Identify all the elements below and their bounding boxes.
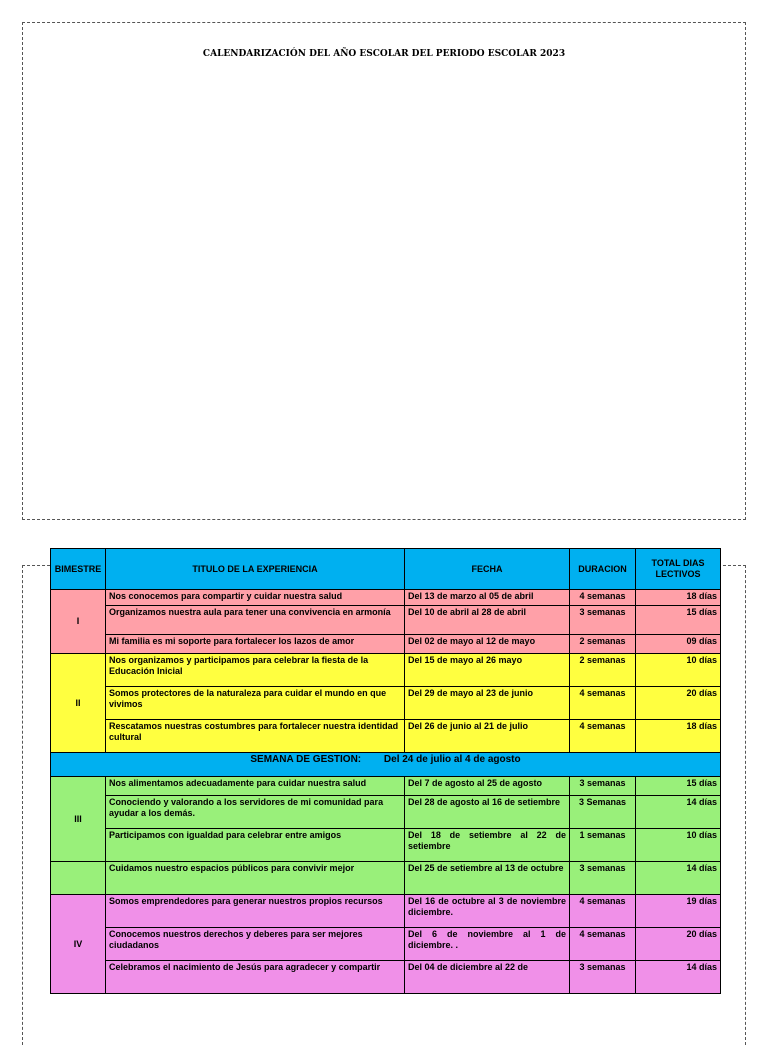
titulo-cell: Cuidamos nuestro espacios públicos para convivir mejor (106, 862, 405, 895)
fecha-cell: Del 25 de setiembre al 13 de octubre (405, 862, 570, 895)
dias-cell: 09 días (636, 635, 721, 654)
titulo-cell: Participamos con igualdad para celebrar entre amigos (106, 829, 405, 862)
gestion-dates: Del 24 de julio al 4 de agosto (383, 754, 521, 765)
gestion-row (51, 753, 721, 777)
fecha-cell: Del 29 de mayo al 23 de junio (405, 687, 570, 720)
table-row (51, 796, 721, 829)
header-duracion: DURACION (570, 549, 636, 590)
table-row (51, 635, 721, 654)
table-row (51, 590, 721, 606)
table-row (51, 687, 721, 720)
header-total-dias: TOTAL DIAS LECTIVOS (636, 549, 721, 590)
bimestre-cell-empty (51, 862, 106, 895)
header-fecha: FECHA (405, 549, 570, 590)
dias-cell: 10 días (636, 829, 721, 862)
dias-cell: 20 días (636, 687, 721, 720)
titulo-cell: Organizamos nuestra aula para tener una convivencia en armonía (106, 606, 405, 635)
table-row (51, 895, 721, 928)
duracion-cell: 3 semanas (570, 961, 636, 994)
dias-cell: 18 días (636, 590, 721, 606)
bimestre-cell: III (51, 777, 106, 862)
bimestre-cell: II (51, 654, 106, 753)
table-row (51, 928, 721, 961)
duracion-cell: 3 semanas (570, 862, 636, 895)
dias-cell: 18 días (636, 720, 721, 753)
dias-cell: 14 días (636, 961, 721, 994)
bimestre-cell: IV (51, 895, 106, 994)
table-row (51, 654, 721, 687)
titulo-cell: Nos conocemos para compartir y cuidar nuestra salud (106, 590, 405, 606)
titulo-cell: Nos alimentamos adecuadamente para cuidar nuestra salud (106, 777, 405, 796)
duracion-cell: 4 semanas (570, 895, 636, 928)
titulo-cell: Nos organizamos y participamos para celebrar la fiesta de la Educación Inicial (106, 654, 405, 687)
fecha-cell: Del 10 de abril al 28 de abril (405, 606, 570, 635)
table-row (51, 720, 721, 753)
titulo-cell: Mi familia es mi soporte para fortalecer los lazos de amor (106, 635, 405, 654)
dias-cell: 10 días (636, 654, 721, 687)
duracion-cell: 2 semanas (570, 635, 636, 654)
duracion-cell: 3 semanas (570, 777, 636, 796)
duracion-cell: 3 Semanas (570, 796, 636, 829)
titulo-cell: Celebramos el nacimiento de Jesús para agradecer y compartir (106, 961, 405, 994)
fecha-cell: Del 16 de octubre al 3 de noviembre diciembre. (405, 895, 570, 928)
dias-cell: 20 días (636, 928, 721, 961)
duracion-cell: 4 semanas (570, 590, 636, 606)
fecha-cell: Del 02 de mayo al 12 de mayo (405, 635, 570, 654)
bimestre-cell: I (51, 590, 106, 654)
table-row (51, 829, 721, 862)
table-row (51, 606, 721, 635)
titulo-cell: Conocemos nuestros derechos y deberes para ser mejores ciudadanos (106, 928, 405, 961)
fecha-cell: Del 26 de junio al 21 de julio (405, 720, 570, 753)
duracion-cell: 4 semanas (570, 720, 636, 753)
dias-cell: 15 días (636, 606, 721, 635)
dias-cell: 19 días (636, 895, 721, 928)
gestion-cell (51, 753, 721, 777)
fecha-cell: Del 13 de marzo al 05 de abril (405, 590, 570, 606)
duracion-cell: 3 semanas (570, 606, 636, 635)
fecha-cell: Del 7 de agosto al 25 de agosto (405, 777, 570, 796)
titulo-cell: Somos protectores de la naturaleza para cuidar el mundo en que vivimos (106, 687, 405, 720)
table-row (51, 777, 721, 796)
duracion-cell: 2 semanas (570, 654, 636, 687)
titulo-cell: Somos emprendedores para generar nuestros propios recursos (106, 895, 405, 928)
header-bimestre: BIMESTRE (51, 549, 106, 590)
fecha-cell: Del 04 de diciembre al 22 de (405, 961, 570, 994)
fecha-cell: Del 6 de noviembre al 1 de diciembre. . (405, 928, 570, 961)
fecha-cell: Del 15 de mayo al 26 mayo (405, 654, 570, 687)
duracion-cell: 4 semanas (570, 928, 636, 961)
page-title: CALENDARIZACIÓN DEL AÑO ESCOLAR DEL PERIODO ESCOLAR 2023 (202, 49, 566, 59)
titulo-cell: Rescatamos nuestras costumbres para fortalecer nuestra identidad cultural (106, 720, 405, 753)
dias-cell: 15 días (636, 777, 721, 796)
table-row (51, 961, 721, 994)
table-row (51, 862, 721, 895)
fecha-cell: Del 18 de setiembre al 22 de setiembre (405, 829, 570, 862)
page-frame (22, 22, 746, 520)
header-row (51, 549, 721, 590)
fecha-cell: Del 28 de agosto al 16 de setiembre (405, 796, 570, 829)
duracion-cell: 4 semanas (570, 687, 636, 720)
duracion-cell: 1 semanas (570, 829, 636, 862)
dias-cell: 14 días (636, 796, 721, 829)
titulo-cell: Conociendo y valorando a los servidores de mi comunidad para ayudar a los demás. (106, 796, 405, 829)
header-titulo: TITULO DE LA EXPERIENCIA (106, 549, 405, 590)
dias-cell: 14 días (636, 862, 721, 895)
calendar-table (50, 548, 721, 994)
gestion-label: SEMANA DE GESTION: (250, 754, 362, 765)
